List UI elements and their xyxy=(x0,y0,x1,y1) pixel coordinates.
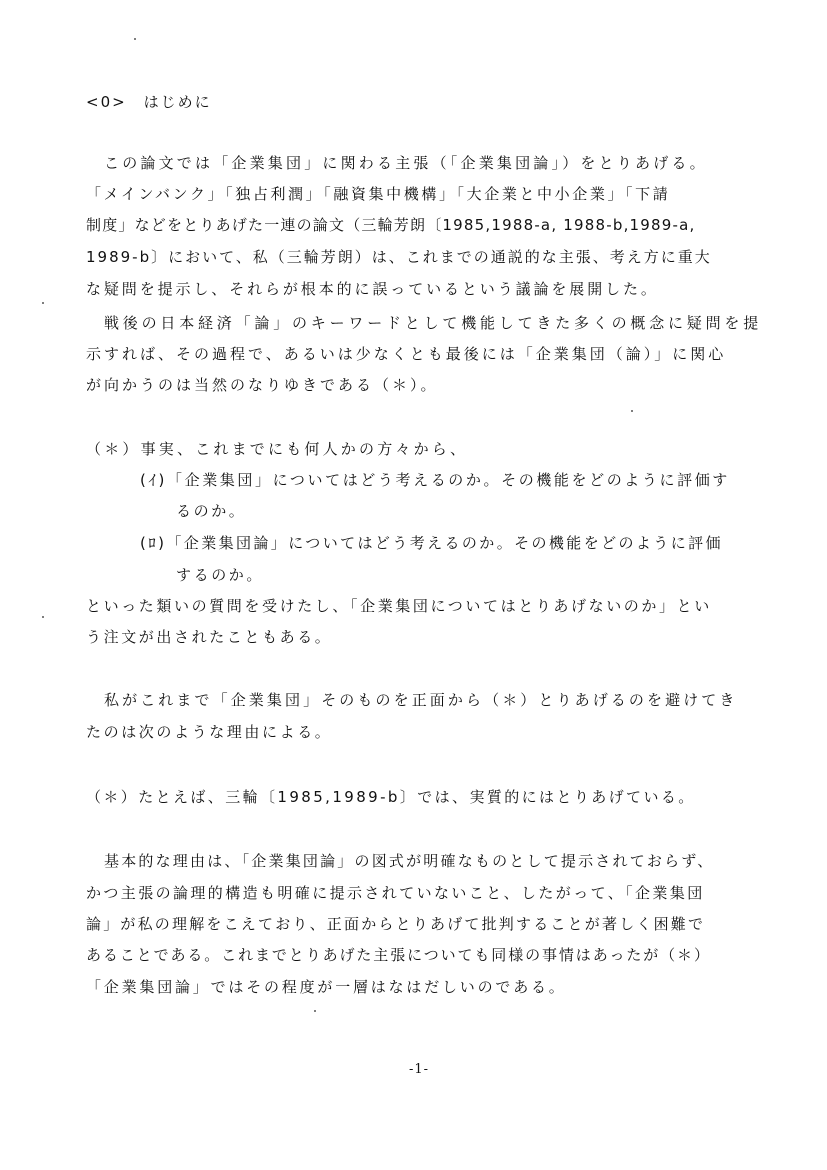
text-line: たのは次のような理由による。 xyxy=(86,723,333,741)
footnote-item-ro: (ﾛ)「企業集団論」についてはどう考えるのか。その機能をどのように評価 xyxy=(140,534,723,552)
footnote-item-ro-cont: するのか。 xyxy=(176,566,265,584)
footnote-tail: といった類いの質問を受けたし、「企業集団についてはとりあげないのか」とい xyxy=(86,597,712,615)
scan-speck xyxy=(631,410,633,412)
scan-speck xyxy=(42,616,44,618)
text-line: あることである。これまでとりあげた主張についても同様の事情はあったが（＊） xyxy=(86,946,711,964)
text-line: が向かうのは当然のなりゆきである（＊）。 xyxy=(86,376,439,394)
text-line: 制度」などをとりあげた一連の論文（三輪芳朗〔1985,1988-a, 1988-b,1989-a, xyxy=(86,216,696,234)
page-number: -1- xyxy=(409,1062,430,1077)
footnote-intro: （＊）事実、これまでにも何人かの方々から、 xyxy=(86,440,469,458)
text-line: 私がこれまで「企業集団」そのものを正面から（＊）とりあげるのを避けてき xyxy=(104,691,738,709)
text-line: 論」が私の理解をこえており、正面からとりあげて批判することが著しく困難で xyxy=(86,915,706,933)
text-line: この論文では「企業集団」に関わる主張（「企業集団論」）をとりあげる。 xyxy=(104,154,708,172)
section-heading: <0> はじめに xyxy=(86,93,212,111)
text-line: 「企業集団論」ではその程度が一層はなはだしいのである。 xyxy=(86,978,567,996)
text-line: 基本的な理由は、「企業集団論」の図式が明確なものとして提示されておらず、 xyxy=(104,852,715,870)
text-line: 戦後の日本経済「論」のキーワードとして機能してきた多くの概念に疑問を提 xyxy=(104,314,763,332)
footnote-item-i: (ｲ)「企業集団」についてはどう考えるのか。その機能をどのように評価す xyxy=(140,471,730,489)
footnote-item-i-cont: るのか。 xyxy=(176,502,247,520)
text-line: かつ主張の論理的構造も明確に提示されていないこと、したがって、「企業集団 xyxy=(86,884,705,902)
footnote-example: （＊）たとえば、三輪〔1985,1989-b〕では、実質的にはとりあげている。 xyxy=(86,788,696,806)
scan-speck xyxy=(314,1010,316,1012)
text-line: 1989-b〕において、私（三輪芳朗）は、これまでの通説的な主張、考え方に重大 xyxy=(86,248,712,266)
footnote-tail-cont: う注文が出されたこともある。 xyxy=(86,628,333,646)
text-line: 「メインバンク」「独占利潤」「融資集中機構」「大企業と中小企業」「下請 xyxy=(86,185,671,203)
text-line: 示すれば、その過程で、あるいは少なくとも最後には「企業集団（論）」に関心 xyxy=(86,345,727,363)
scan-speck xyxy=(134,38,136,40)
scan-speck xyxy=(42,302,44,304)
text-line: な疑問を提示し、それらが根本的に誤っているという議論を展開した。 xyxy=(86,280,659,298)
